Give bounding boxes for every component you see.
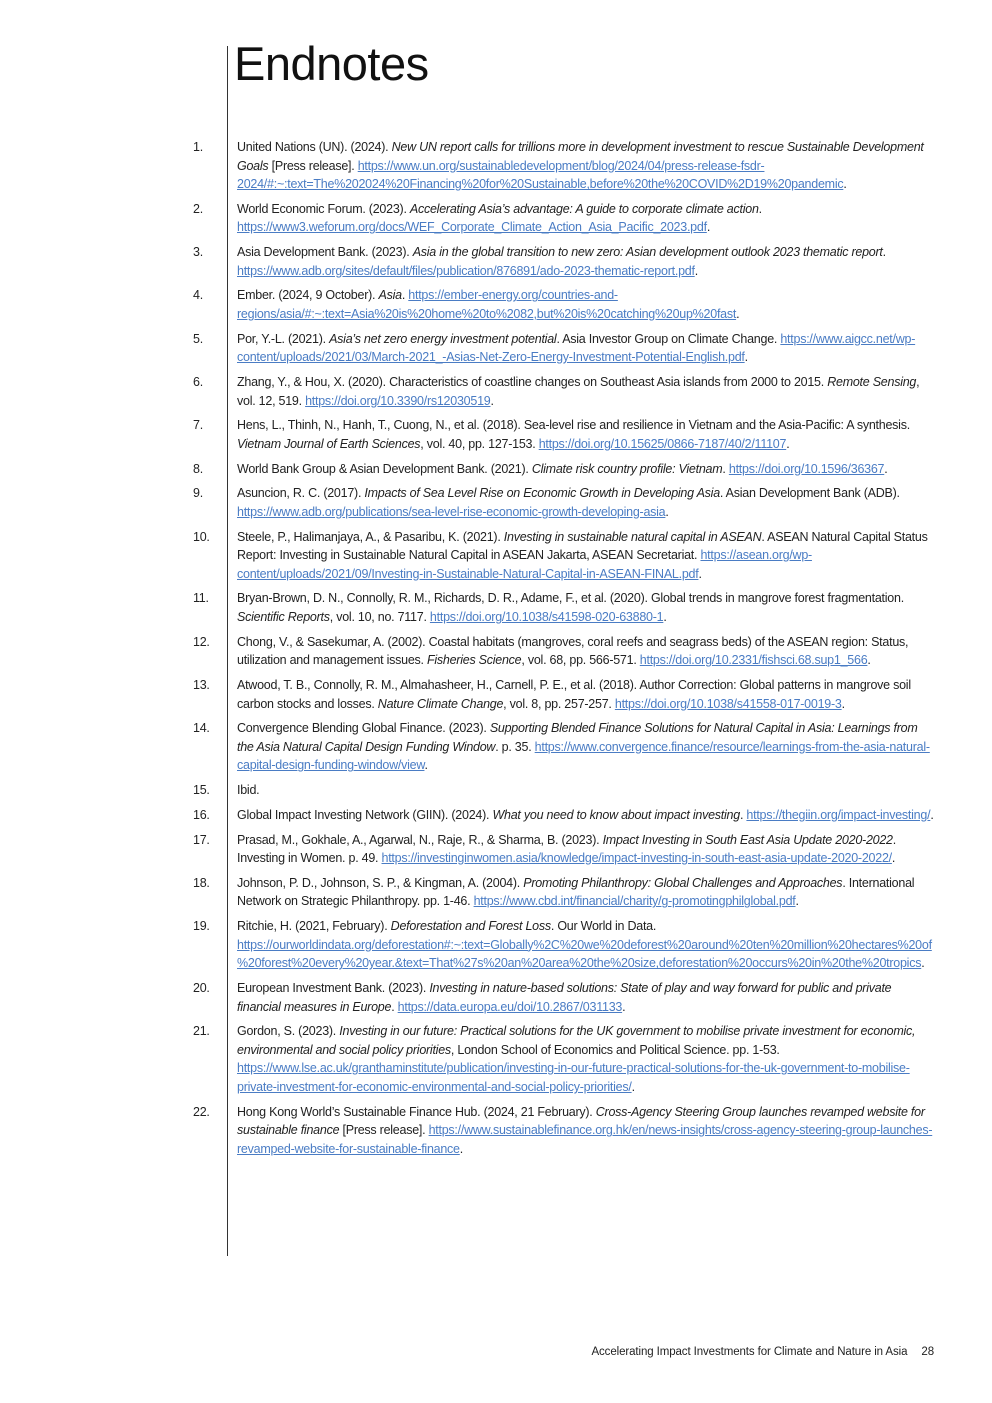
endnote-title: Asia — [378, 288, 402, 303]
endnote-item — [0, 979, 992, 1016]
endnote-title: Investing in sustainable natural capital in ASEAN — [503, 529, 762, 544]
endnote-item — [0, 781, 992, 800]
endnote-number: 8. — [193, 461, 203, 476]
endnote-text: . — [694, 263, 698, 278]
endnote-item — [0, 528, 992, 584]
endnote-text: . Asian Development Bank (ADB). — [719, 486, 900, 501]
endnote-number: 18. — [193, 875, 210, 890]
endnote-text: Asuncion, R. C. (2017). — [237, 486, 365, 501]
endnotes-list — [0, 138, 992, 1165]
endnote-text: . — [867, 653, 871, 668]
endnote-text: , London School of Economics and Political Science. pp. 1-53. — [450, 1042, 780, 1057]
page-footer — [591, 1346, 934, 1358]
endnote-link[interactable]: https://www.lse.ac.uk/granthaminstitute/publication/investing-in-our-future-practical-solutions-for-the-uk-government-to-mobilise-private-investment-for-economic-environmental-and-social-policy-priorities/ — [237, 1061, 910, 1094]
endnote-number: 20. — [193, 980, 210, 995]
endnote-text: World Economic Forum. (2023). — [237, 201, 410, 216]
endnote-link[interactable]: https://investinginwomen.asia/knowledge/impact-investing-in-south-east-asia-update-2020-2022/ — [381, 851, 892, 866]
endnote-link[interactable]: https://doi.org/10.3390/rs12030519 — [305, 393, 491, 408]
endnote-text: . — [401, 288, 409, 303]
endnote-link[interactable]: https://doi.org/10.1038/s41598-020-63880-1 — [429, 610, 664, 624]
endnote-title: Climate risk country profile: Vietnam — [531, 461, 723, 476]
endnote-link[interactable]: https://doi.org/10.2331/fishsci.68.sup1_566 — [639, 653, 868, 668]
footer-title: Accelerating Impact Investments for Climate and Nature in Asia — [591, 1346, 908, 1358]
endnote-text: . — [663, 610, 667, 624]
endnote-item — [0, 874, 992, 911]
endnote-item — [0, 330, 992, 367]
endnote-text: Ritchie, H. (2021, February). — [237, 919, 391, 934]
endnote-link[interactable]: https://www.un.org/sustainabledevelopment/blog/2024/04/press-release-fsdr-2024/#:~:text=The%202024%20Financing%20for%20Sustainable,before%20the%20COVID%2D19%20pandemic — [237, 158, 844, 192]
endnote-text: . — [841, 696, 845, 711]
endnote-item — [0, 200, 992, 237]
endnote-text: [Press release]. — [268, 158, 358, 173]
endnote-item — [0, 831, 992, 868]
endnote-number: 21. — [193, 1024, 210, 1039]
endnote-text: . — [706, 220, 711, 235]
endnote-text: United Nations (UN). (2024). — [237, 140, 392, 154]
endnote-text: , vol. 68, pp. 566-571. — [521, 653, 640, 668]
endnote-text: . p. 35. — [495, 739, 535, 754]
endnote-number: 13. — [193, 677, 210, 692]
endnote-link[interactable]: https://asean.org/wp-content/uploads/2021/09/Investing-in-Sustainable-Natural-Capital-in-ASEAN-FINAL.pdf — [237, 548, 812, 581]
endnote-title: Remote Sensing — [827, 375, 917, 389]
endnote-number: 12. — [193, 634, 210, 649]
endnote-text: , vol. 10, no. 7117. — [329, 610, 430, 624]
endnote-title: Deforestation and Forest Loss — [390, 919, 551, 934]
endnote-number: 9. — [193, 486, 203, 501]
endnote-text: . — [490, 393, 494, 408]
endnote-text: . Investing in Women. p. 49. — [237, 832, 896, 866]
endnote-text: [Press release]. — [339, 1123, 429, 1138]
endnote-item — [0, 633, 992, 670]
endnote-title: Fisheries Science — [426, 653, 522, 668]
endnote-link[interactable]: https://doi.org/10.1596/36367 — [728, 461, 885, 476]
endnote-link[interactable]: https://www.sustainablefinance.org.hk/en/news-insights/cross-agency-steering-group-launches-revamped-website-for-sustainable-finance — [237, 1123, 933, 1156]
endnote-text: Johnson, P. D., Johnson, S. P., & Kingman, A. (2004). — [237, 875, 524, 890]
endnote-title: Asia in the global transition to new zero: Asian development outlook 2023 thematic report — [412, 245, 883, 260]
endnote-item — [0, 676, 992, 713]
endnote-text: . International Network on Strategic Philanthropy. pp. 1-46. — [237, 875, 915, 909]
endnote-item — [0, 719, 992, 775]
endnote-text: Prasad, M., Gokhale, A., Agarwal, N., Raje, R., & Sharma, B. (2023). — [237, 832, 603, 847]
endnote-link[interactable]: https://www.cbd.int/financial/charity/g-promotingphilglobal.pdf — [473, 894, 796, 909]
endnote-number: 7. — [193, 418, 203, 433]
endnote-title: Scientific Reports — [237, 610, 330, 624]
endnote-item — [0, 917, 992, 973]
endnote-number: 14. — [193, 721, 210, 736]
endnote-text: Ibid. — [237, 783, 260, 798]
endnote-number: 15. — [193, 783, 210, 798]
endnote-text: , vol. 40, pp. 127-153. — [420, 436, 539, 451]
endnote-text: Steele, P., Halimanjaya, A., & Pasaribu, K. (2021). — [237, 529, 504, 544]
endnote-item — [0, 484, 992, 521]
endnote-item — [0, 416, 992, 453]
endnote-text: . Our World in Data. — [550, 919, 657, 934]
endnote-title: Impact Investing in South East Asia Update 2020-2022 — [602, 832, 893, 847]
endnote-number: 17. — [193, 832, 210, 847]
endnote-number: 16. — [193, 807, 210, 822]
endnote-text: . — [722, 461, 729, 476]
endnote-item — [0, 243, 992, 280]
endnote-link[interactable]: https://www.adb.org/publications/sea-level-rise-economic-growth-developing-asia — [237, 504, 666, 519]
endnote-text: Atwood, T. B., Connolly, R. M., Almahasheer, H., Carnell, P. E., et al. (2018). Author Correction: Global patterns in mangrove soil carbon stocks and losses. — [237, 677, 911, 711]
endnote-item — [0, 286, 992, 323]
endnote-item — [0, 373, 992, 410]
endnote-text: . — [921, 956, 925, 971]
endnote-text: . Asia Investor Group on Climate Change. — [556, 331, 781, 346]
endnote-title: Supporting Blended Finance Solutions for Natural Capital in Asia: Learnings from the Asia Natural Capital Design Funding Window — [237, 721, 918, 754]
endnote-link[interactable]: https://www.convergence.finance/resource/learnings-from-the-asia-natural-capital-design-funding-window/view — [237, 739, 930, 773]
endnote-text: Zhang, Y., & Hou, X. (2020). Characteristics of coastline changes on Southeast Asia islands from 2000 to 2015. — [237, 375, 828, 389]
endnote-text: . — [736, 307, 740, 322]
endnote-title: Investing in our future: Practical solutions for the UK government to mobilise private investment for economic, environmental and social policy priorities — [237, 1024, 916, 1057]
endnote-title: Cross-Agency Steering Group launches revamped website for sustainable finance — [237, 1104, 925, 1138]
endnote-number: 19. — [193, 919, 210, 934]
endnote-link[interactable]: https://www.adb.org/sites/default/files/publication/876891/ado-2023-thematic-report.pdf — [237, 263, 695, 278]
endnote-text: European Investment Bank. (2023). — [237, 980, 430, 995]
endnote-title: Asia’s net zero energy investment potential — [329, 331, 557, 346]
endnote-title: Nature Climate Change — [377, 696, 504, 711]
endnote-title: Promoting Philanthropy: Global Challenges and Approaches — [523, 875, 843, 890]
endnote-text: Asia Development Bank. (2023). — [237, 245, 413, 260]
endnote-text: Hong Kong World’s Sustainable Finance Hub. (2024, 21 February). — [237, 1104, 596, 1119]
endnote-text: . ASEAN Natural Capital Status Report: Investing in Sustainable Natural Capital in ASEAN Jakarta, ASEAN Secretariat. — [237, 529, 928, 563]
endnote-title: Investing in nature-based solutions: State of play and way forward for public and private financial measures in Europe — [237, 980, 892, 1014]
endnote-text: . — [459, 1141, 463, 1156]
endnote-link[interactable]: https://ourworldindata.org/deforestation#:~:text=Globally%2C%20we%20deforest%20around%20ten%20million%20hectares%20of%20forest%20every%20year.&text=That%27s%20an%20area%20the%20size,deforestation%20occurs%20in%20the%20tropics — [237, 937, 932, 971]
endnote-number: 11. — [193, 591, 209, 606]
endnote-text: , vol. 8, pp. 257-257. — [503, 696, 615, 711]
endnote-text: . — [739, 807, 747, 822]
endnote-text: . — [698, 566, 702, 581]
endnote-text: Chong, V., & Sasekumar, A. (2002). Coastal habitats (mangroves, coral reefs and seagrass beds) of the ASEAN region: Status, utilization and management issues. — [237, 634, 909, 668]
endnote-item — [0, 589, 992, 626]
endnote-title: Impacts of Sea Level Rise on Economic Growth in Developing Asia — [364, 486, 720, 501]
endnote-link[interactable]: https://data.europa.eu/doi/10.2867/031133 — [397, 999, 623, 1014]
endnote-number: 4. — [193, 288, 203, 303]
endnote-text: . — [391, 999, 398, 1014]
endnote-text: . — [884, 461, 888, 476]
endnote-text: . — [758, 201, 762, 216]
page-title: Endnotes — [234, 37, 429, 90]
endnote-text: . — [744, 350, 748, 365]
endnote-title: Vietnam Journal of Earth Sciences — [237, 436, 421, 451]
endnote-item — [0, 138, 992, 194]
endnote-title: New UN report calls for trillions more in development investment to rescue Sustainable Development Goals — [237, 140, 924, 173]
page-number: 28 — [921, 1346, 934, 1358]
endnote-title: Accelerating Asia’s advantage: A guide to corporate climate action — [409, 201, 759, 216]
endnote-text: . — [622, 999, 626, 1014]
endnote-text: . — [843, 177, 847, 192]
endnote-link[interactable]: https://www.aigcc.net/wp-content/uploads/2021/03/March-2021_-Asias-Net-Zero-Energy-Investment-Potential-English.pdf — [237, 331, 916, 365]
endnote-text: . — [665, 504, 669, 519]
endnote-text: , vol. 12, 519. — [237, 375, 920, 408]
endnote-link[interactable]: https://ember-energy.org/countries-and-regions/asia/#:~:text=Asia%20is%20home%20to%2082,but%20is%20catching%20up%20fast — [237, 288, 737, 322]
endnote-number: 1. — [193, 140, 203, 154]
endnote-text: . — [930, 807, 934, 822]
endnote-link[interactable]: https://doi.org/10.15625/0866-7187/40/2/11107 — [538, 436, 787, 451]
endnote-text: . — [891, 851, 896, 866]
endnote-text: Gordon, S. (2023). — [237, 1024, 340, 1039]
endnote-item — [0, 1022, 992, 1096]
endnote-text: . — [795, 894, 799, 909]
endnote-text: . — [424, 758, 428, 773]
endnote-title: What you need to know about impact investing — [492, 807, 740, 822]
endnote-text: . — [786, 436, 790, 451]
endnote-text: Por, Y.-L. (2021). — [237, 331, 330, 346]
endnote-text: World Bank Group & Asian Development Bank. (2021). — [237, 461, 532, 476]
endnote-link[interactable]: https://doi.org/10.1038/s41558-017-0019-3 — [614, 696, 842, 711]
endnote-link[interactable]: https://www3.weforum.org/docs/WEF_Corporate_Climate_Action_Asia_Pacific_2023.pdf — [237, 220, 707, 235]
endnote-number: 10. — [193, 529, 210, 544]
endnote-number: 5. — [193, 331, 203, 346]
endnote-number: 22. — [193, 1104, 210, 1119]
endnote-text: Convergence Blending Global Finance. (2023). — [237, 721, 490, 736]
endnote-text: . — [882, 245, 886, 260]
endnote-number: 6. — [193, 375, 203, 389]
endnote-text: Bryan-Brown, D. N., Connolly, R. M., Richards, D. R., Adame, F., et al. (2020). Global trends in mangrove forest fragmentation. — [237, 591, 904, 606]
endnote-number: 2. — [193, 201, 203, 216]
endnote-text: Global Impact Investing Network (GIIN). (2024). — [237, 807, 493, 822]
endnote-item — [0, 806, 992, 825]
endnote-item — [0, 1103, 992, 1159]
endnote-text: . — [631, 1080, 635, 1094]
endnote-number: 3. — [193, 245, 203, 260]
endnote-item — [0, 460, 992, 479]
endnote-link[interactable]: https://thegiin.org/impact-investing/ — [746, 807, 931, 822]
endnote-text: Hens, L., Thinh, N., Hanh, T., Cuong, N., et al. (2018). Sea-level rise and resilience in Vietnam and the Asia-Pacific: A synthesis. — [237, 418, 910, 433]
endnote-text: Ember. (2024, 9 October). — [237, 288, 379, 303]
